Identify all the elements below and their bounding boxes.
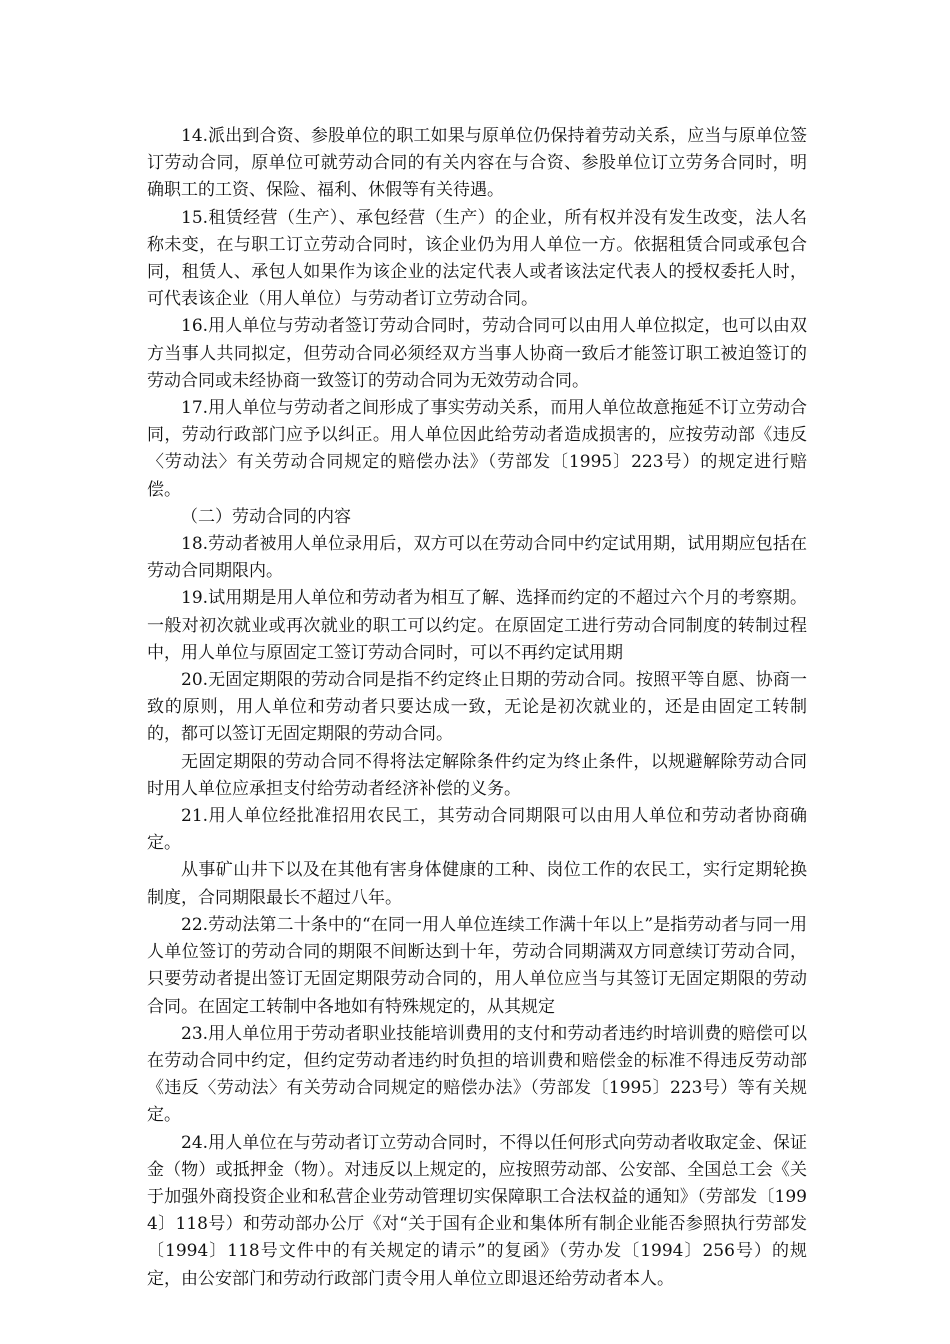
paragraph-14: 14.派出到合资、参股单位的职工如果与原单位仍保持着劳动关系，应当与原单位签订劳动合同，原单位可就劳动合同的有关内容在与合资、参股单位订立劳务合同时，明确职工的工资、保险、福利、休假等有关待遇。: [147, 126, 807, 201]
paragraph-18: 18.劳动者被用人单位录用后，双方可以在劳动合同中约定试用期，试用期应包括在劳动合同期限内。: [147, 534, 807, 582]
paragraph-17: 17.用人单位与劳动者之间形成了事实劳动关系，而用人单位故意拖延不订立劳动合同，劳动行政部门应予以纠正。用人单位因此给劳动者造成损害的，应按劳动部《违反〈劳动法〉有关劳动合同规定的赔偿办法》（劳部发〔1995〕223号）的规定进行赔偿。: [147, 398, 807, 500]
paragraph-16: 16.用人单位与劳动者签订劳动合同时，劳动合同可以由用人单位拟定，也可以由双方当事人共同拟定，但劳动合同必须经双方当事人协商一致后才能签订职工被迫签订的劳动合同或未经协商一致签订的劳动合同为无效劳动合同。: [147, 316, 807, 391]
paragraph-24: 24.用人单位在与劳动者订立劳动合同时，不得以任何形式向劳动者收取定金、保证金（物）或抵押金（物）。对违反以上规定的，应按照劳动部、公安部、全国总工会《关于加强外商投资企业和私营企业劳动管理切实保障职工合法权益的通知》（劳部发〔1994〕118号）和劳动部办公厅《对“关于国有企业和集体所有制企业能否参照执行劳部发〔1994〕118号文件中的有关规定的请示”的复函》（劳办发〔1994〕256号）的规定，由公安部门和劳动行政部门责令用人单位立即退还给劳动者本人。: [147, 1132, 807, 1289]
paragraph-21: 21.用人单位经批准招用农民工，其劳动合同期限可以由用人单位和劳动者协商确定。: [147, 806, 807, 854]
paragraph-20-cont: 无固定期限的劳动合同不得将法定解除条件约定为终止条件，以规避解除劳动合同时用人单位应承担支付给劳动者经济补偿的义务。: [147, 751, 807, 799]
paragraph-22: 22.劳动法第二十条中的“在同一用人单位连续工作满十年以上”是指劳动者与同一用人单位签订的劳动合同的期限不间断达到十年，劳动合同期满双方同意续订劳动合同，只要劳动者提出签订无固定期限劳动合同的，用人单位应当与其签订无固定期限的劳动合同。在固定工转制中各地如有特殊规定的，从其规定: [147, 914, 807, 1017]
document-page: [147, 123, 807, 1293]
paragraph-21-cont: 从事矿山井下以及在其他有害身体健康的工种、岗位工作的农民工，实行定期轮换制度，合同期限最长不超过八年。: [147, 860, 807, 908]
section-heading: （二）劳动合同的内容: [181, 506, 351, 527]
paragraph-19: 19.试用期是用人单位和劳动者为相互了解、选择而约定的不超过六个月的考察期。一般对初次就业或再次就业的职工可以约定。在原固定工进行劳动合同制度的转制过程中，用人单位与原固定工签订劳动合同时，可以不再约定试用期: [147, 588, 807, 663]
paragraph-23: 23.用人单位用于劳动者职业技能培训费用的支付和劳动者违约时培训费的赔偿可以在劳动合同中约定，但约定劳动者违约时负担的培训费和赔偿金的标准不得违反劳动部《违反〈劳动法〉有关劳动合同规定的赔偿办法》（劳部发〔1995〕223号）等有关规定。: [147, 1023, 807, 1126]
paragraph-15: 15.租赁经营（生产）、承包经营（生产）的企业，所有权并没有发生改变，法人名称未变，在与职工订立劳动合同时，该企业仍为用人单位一方。依据租赁合同或承包合同，租赁人、承包人如果作为该企业的法定代表人或者该法定代表人的授权委托人时，可代表该企业（用人单位）与劳动者订立劳动合同。: [147, 207, 807, 310]
paragraph-20: 20.无固定期限的劳动合同是指不约定终止日期的劳动合同。按照平等自愿、协商一致的原则，用人单位和劳动者只要达成一致，无论是初次就业的，还是由固定工转制的，都可以签订无固定期限的劳动合同。: [147, 670, 807, 745]
